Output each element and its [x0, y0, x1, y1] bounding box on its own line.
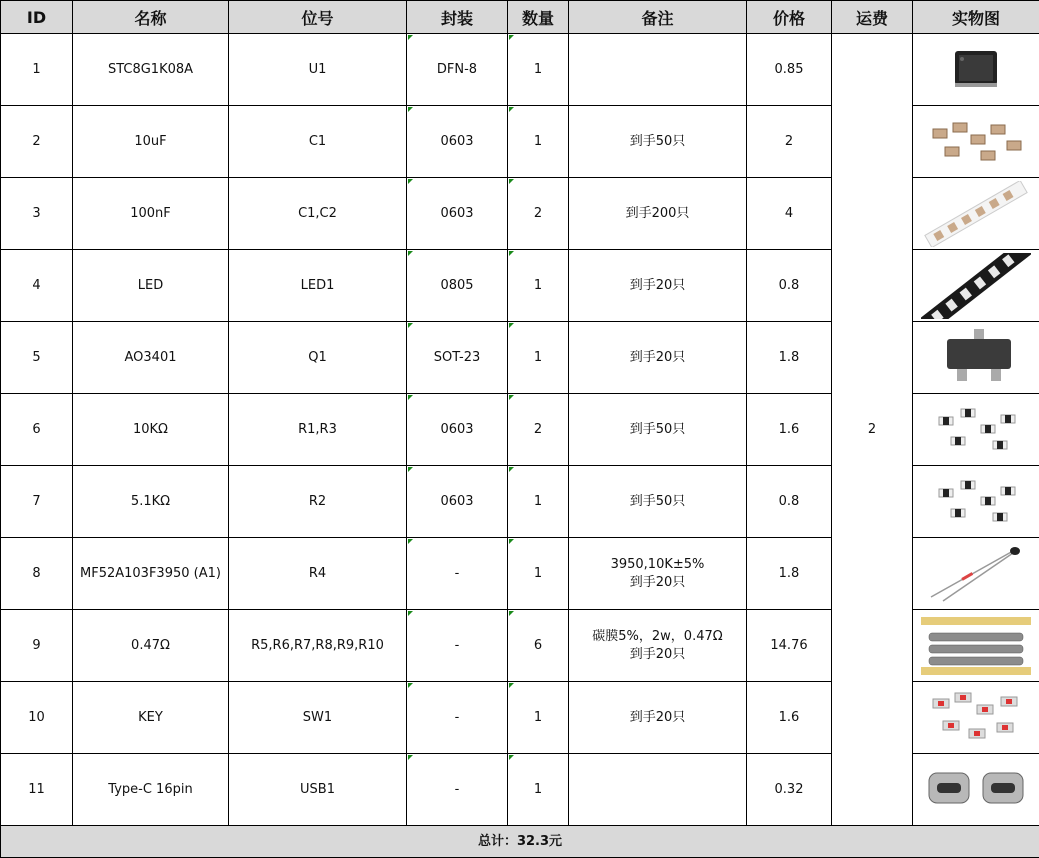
cell-ref: R5,R6,R7,R8,R9,R10 [229, 610, 407, 682]
cell-name: 10KΩ [73, 394, 229, 466]
cell-ref: USB1 [229, 754, 407, 826]
column-header: 实物图 [913, 1, 1039, 34]
cell-qty: 1 [508, 250, 569, 322]
cell-package: SOT-23 [407, 322, 508, 394]
cell-qty: 1 [508, 466, 569, 538]
cell-id: 1 [1, 34, 73, 106]
cell-qty: 1 [508, 538, 569, 610]
cell-ref: C1 [229, 106, 407, 178]
cell-package: - [407, 754, 508, 826]
usb-c-connector-photo-icon [913, 757, 1039, 823]
cell-qty: 1 [508, 322, 569, 394]
cell-name: Type-C 16pin [73, 754, 229, 826]
cell-name: 100nF [73, 178, 229, 250]
cell-photo [913, 34, 1039, 106]
cell-package: 0603 [407, 178, 508, 250]
cell-name: 0.47Ω [73, 610, 229, 682]
cell-photo [913, 754, 1039, 826]
bom-body [1, 34, 1039, 826]
cell-ref: U1 [229, 34, 407, 106]
cell-name: LED [73, 250, 229, 322]
cell-id: 7 [1, 466, 73, 538]
cell-photo [913, 322, 1039, 394]
cell-id: 3 [1, 178, 73, 250]
ntc-thermistor-photo-icon [913, 541, 1039, 607]
cell-id: 10 [1, 682, 73, 754]
note-line: 碳膜5%，2w，0.47Ω [592, 628, 723, 644]
note-line: 到手20只 [629, 349, 686, 365]
cell-note [569, 34, 747, 106]
note-line: 到手20只 [629, 709, 686, 725]
sot23-mosfet-photo-icon [913, 325, 1039, 391]
cell-package: - [407, 682, 508, 754]
column-header: 封装 [407, 1, 508, 34]
note-line: 3950,10K±5% [610, 556, 705, 572]
cell-qty: 1 [508, 754, 569, 826]
cell-photo [913, 106, 1039, 178]
note-line: 到手200只 [625, 205, 690, 221]
note-line: 到手20只 [629, 574, 686, 590]
dfn8-chip-photo-icon [913, 37, 1039, 103]
column-header: 名称 [73, 1, 229, 34]
cell-note [569, 394, 747, 466]
cell-price: 1.6 [747, 394, 832, 466]
smd-capacitors-photo-icon [913, 109, 1039, 175]
cell-ref: LED1 [229, 250, 407, 322]
cell-photo [913, 250, 1039, 322]
tact-switches-photo-icon [913, 685, 1039, 751]
cell-name: 5.1KΩ [73, 466, 229, 538]
cell-package: 0603 [407, 106, 508, 178]
note-line: 到手20只 [629, 277, 686, 293]
column-header: 位号 [229, 1, 407, 34]
cell-price: 0.8 [747, 250, 832, 322]
cell-note [569, 538, 747, 610]
cell-note [569, 682, 747, 754]
cell-photo [913, 610, 1039, 682]
cell-package: 0805 [407, 250, 508, 322]
cell-id: 9 [1, 610, 73, 682]
cell-photo [913, 466, 1039, 538]
cell-qty: 2 [508, 178, 569, 250]
axial-resistors-photo-icon [913, 613, 1039, 679]
cell-package: 0603 [407, 466, 508, 538]
cell-package: - [407, 610, 508, 682]
smd-resistors-photo-icon [913, 397, 1039, 463]
cell-name: 10uF [73, 106, 229, 178]
total-row [1, 826, 1039, 858]
cell-photo [913, 178, 1039, 250]
cell-photo [913, 682, 1039, 754]
cell-id: 2 [1, 106, 73, 178]
led-tape-photo-icon [913, 253, 1039, 319]
cell-package: DFN-8 [407, 34, 508, 106]
cell-price: 14.76 [747, 610, 832, 682]
cell-note [569, 106, 747, 178]
cell-price: 2 [747, 106, 832, 178]
column-header: 备注 [569, 1, 747, 34]
cell-note [569, 322, 747, 394]
cell-photo [913, 394, 1039, 466]
cell-name: AO3401 [73, 322, 229, 394]
cell-price: 0.85 [747, 34, 832, 106]
cell-qty: 1 [508, 106, 569, 178]
cell-qty: 6 [508, 610, 569, 682]
cell-qty: 1 [508, 34, 569, 106]
cell-ref: R2 [229, 466, 407, 538]
cell-package: - [407, 538, 508, 610]
cell-price: 1.8 [747, 538, 832, 610]
cell-price: 0.8 [747, 466, 832, 538]
column-header: 运费 [832, 1, 913, 34]
cell-id: 11 [1, 754, 73, 826]
cell-price: 4 [747, 178, 832, 250]
cell-note [569, 178, 747, 250]
cell-name: MF52A103F3950 (A1) [73, 538, 229, 610]
cell-photo [913, 538, 1039, 610]
column-header: 价格 [747, 1, 832, 34]
note-line: 到手50只 [629, 133, 686, 149]
cell-price: 0.32 [747, 754, 832, 826]
cell-ref: R1,R3 [229, 394, 407, 466]
cell-name: STC8G1K08A [73, 34, 229, 106]
column-header: ID [1, 1, 73, 34]
cell-qty: 2 [508, 394, 569, 466]
cell-ref: SW1 [229, 682, 407, 754]
header-row [1, 1, 1039, 34]
note-line: 到手20只 [629, 646, 686, 662]
cell-id: 6 [1, 394, 73, 466]
note-line: 到手50只 [629, 421, 686, 437]
cell-note [569, 754, 747, 826]
capacitor-tape-photo-icon [913, 181, 1039, 247]
cell-name: KEY [73, 682, 229, 754]
cell-ref: C1,C2 [229, 178, 407, 250]
note-line: 到手50只 [629, 493, 686, 509]
cell-id: 8 [1, 538, 73, 610]
cell-id: 4 [1, 250, 73, 322]
cell-qty: 1 [508, 682, 569, 754]
column-header: 数量 [508, 1, 569, 34]
table-row [1, 34, 1039, 106]
cell-ref: Q1 [229, 322, 407, 394]
cell-note [569, 250, 747, 322]
cell-ref: R4 [229, 538, 407, 610]
cell-price: 1.6 [747, 682, 832, 754]
cell-note [569, 610, 747, 682]
total-label: 总计：32.3元 [1, 826, 1039, 858]
smd-resistors-photo-icon [913, 469, 1039, 535]
cell-id: 5 [1, 322, 73, 394]
cell-price: 1.8 [747, 322, 832, 394]
cell-package: 0603 [407, 394, 508, 466]
cell-note [569, 466, 747, 538]
cell-shipping: 2 [832, 34, 913, 826]
